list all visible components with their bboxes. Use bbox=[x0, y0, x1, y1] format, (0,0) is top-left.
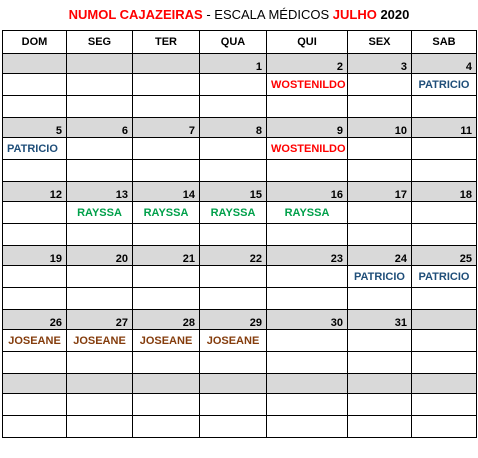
empty-cell bbox=[3, 96, 67, 118]
doctor-cell bbox=[3, 202, 67, 224]
day-number-cell bbox=[67, 54, 133, 74]
empty-cell bbox=[67, 352, 133, 374]
empty-cell bbox=[133, 288, 200, 310]
empty-cell bbox=[67, 416, 133, 438]
empty-cell bbox=[133, 352, 200, 374]
day-number-row bbox=[3, 54, 477, 74]
empty-cell bbox=[200, 224, 267, 246]
weekday-header: QUA bbox=[200, 31, 267, 54]
doctor-cell: JOSEANE bbox=[133, 330, 200, 352]
day-number-cell bbox=[133, 54, 200, 74]
empty-cell bbox=[348, 96, 412, 118]
day-number-cell bbox=[348, 374, 412, 394]
doctor-cell bbox=[267, 330, 348, 352]
title-month: JULHO bbox=[332, 7, 377, 22]
doctor-cell: RAYSSA bbox=[133, 202, 200, 224]
weekday-header: SAB bbox=[412, 31, 477, 54]
doctor-cell: PATRICIO bbox=[348, 266, 412, 288]
doctor-row bbox=[3, 266, 477, 288]
doctor-cell bbox=[200, 74, 267, 96]
empty-cell bbox=[348, 416, 412, 438]
day-number-cell: 30 bbox=[267, 310, 348, 330]
blank-row bbox=[3, 96, 477, 118]
doctor-row bbox=[3, 74, 477, 96]
empty-cell bbox=[200, 96, 267, 118]
day-number-cell: 12 bbox=[3, 182, 67, 202]
empty-cell bbox=[67, 224, 133, 246]
blank-row bbox=[3, 160, 477, 182]
empty-cell bbox=[348, 224, 412, 246]
day-number-cell: 16 bbox=[267, 182, 348, 202]
day-number-cell bbox=[267, 374, 348, 394]
doctor-cell: RAYSSA bbox=[267, 202, 348, 224]
doctor-cell bbox=[3, 394, 67, 416]
day-number-cell: 19 bbox=[3, 246, 67, 266]
title-desc: - ESCALA MÉDICOS bbox=[202, 7, 333, 22]
doctor-cell bbox=[67, 266, 133, 288]
doctor-cell: WOSTENILDO bbox=[267, 138, 348, 160]
empty-cell bbox=[412, 352, 477, 374]
doctor-cell bbox=[267, 394, 348, 416]
day-number-cell: 15 bbox=[200, 182, 267, 202]
empty-cell bbox=[200, 416, 267, 438]
doctor-cell: JOSEANE bbox=[67, 330, 133, 352]
empty-cell bbox=[267, 288, 348, 310]
blank-row bbox=[3, 352, 477, 374]
doctor-cell bbox=[412, 394, 477, 416]
doctor-cell bbox=[348, 74, 412, 96]
empty-cell bbox=[133, 160, 200, 182]
day-number-cell: 28 bbox=[133, 310, 200, 330]
empty-cell bbox=[267, 352, 348, 374]
day-number-cell bbox=[133, 374, 200, 394]
empty-cell bbox=[412, 96, 477, 118]
day-number-cell: 10 bbox=[348, 118, 412, 138]
doctor-cell bbox=[348, 138, 412, 160]
day-number-cell: 22 bbox=[200, 246, 267, 266]
day-number-row bbox=[3, 310, 477, 330]
empty-cell bbox=[267, 416, 348, 438]
day-number-cell: 2 bbox=[267, 54, 348, 74]
doctor-cell bbox=[133, 266, 200, 288]
empty-cell bbox=[200, 288, 267, 310]
empty-cell bbox=[3, 288, 67, 310]
empty-cell bbox=[412, 160, 477, 182]
day-number-cell: 17 bbox=[348, 182, 412, 202]
day-number-cell: 25 bbox=[412, 246, 477, 266]
day-number-cell bbox=[3, 54, 67, 74]
doctor-cell: JOSEANE bbox=[200, 330, 267, 352]
doctor-cell bbox=[67, 394, 133, 416]
empty-cell bbox=[3, 160, 67, 182]
doctor-cell bbox=[412, 202, 477, 224]
doctor-cell bbox=[412, 330, 477, 352]
empty-cell bbox=[3, 224, 67, 246]
doctor-cell: RAYSSA bbox=[200, 202, 267, 224]
day-number-cell: 8 bbox=[200, 118, 267, 138]
day-number-row bbox=[3, 374, 477, 394]
day-number-cell bbox=[412, 310, 477, 330]
blank-row bbox=[3, 416, 477, 438]
empty-cell bbox=[348, 288, 412, 310]
doctor-row bbox=[3, 394, 477, 416]
doctor-row bbox=[3, 202, 477, 224]
doctor-row bbox=[3, 138, 477, 160]
empty-cell bbox=[3, 352, 67, 374]
day-number-cell: 9 bbox=[267, 118, 348, 138]
day-number-cell: 4 bbox=[412, 54, 477, 74]
empty-cell bbox=[133, 224, 200, 246]
day-number-cell: 5 bbox=[3, 118, 67, 138]
day-number-cell: 3 bbox=[348, 54, 412, 74]
weekday-header-row bbox=[3, 31, 477, 54]
empty-cell bbox=[3, 416, 67, 438]
empty-cell bbox=[267, 96, 348, 118]
day-number-cell: 21 bbox=[133, 246, 200, 266]
doctor-cell bbox=[3, 74, 67, 96]
doctor-cell bbox=[133, 74, 200, 96]
day-number-cell: 7 bbox=[133, 118, 200, 138]
doctor-row bbox=[3, 330, 477, 352]
weekday-header: TER bbox=[133, 31, 200, 54]
day-number-cell: 14 bbox=[133, 182, 200, 202]
day-number-cell: 26 bbox=[3, 310, 67, 330]
empty-cell bbox=[200, 160, 267, 182]
day-number-cell: 13 bbox=[67, 182, 133, 202]
day-number-cell: 23 bbox=[267, 246, 348, 266]
day-number-cell: 6 bbox=[67, 118, 133, 138]
day-number-cell: 11 bbox=[412, 118, 477, 138]
day-number-cell: 27 bbox=[67, 310, 133, 330]
doctor-cell bbox=[67, 74, 133, 96]
page-title bbox=[0, 0, 478, 30]
weekday-header: SEG bbox=[67, 31, 133, 54]
title-year: 2020 bbox=[376, 7, 410, 22]
day-number-row bbox=[3, 246, 477, 266]
empty-cell bbox=[412, 416, 477, 438]
doctor-cell: PATRICIO bbox=[3, 138, 67, 160]
empty-cell bbox=[412, 224, 477, 246]
day-number-row bbox=[3, 118, 477, 138]
day-number-cell: 1 bbox=[200, 54, 267, 74]
empty-cell bbox=[348, 352, 412, 374]
doctor-cell bbox=[67, 138, 133, 160]
doctor-cell: PATRICIO bbox=[412, 74, 477, 96]
empty-cell bbox=[200, 352, 267, 374]
empty-cell bbox=[67, 96, 133, 118]
doctor-cell bbox=[348, 394, 412, 416]
day-number-cell: 24 bbox=[348, 246, 412, 266]
doctor-cell bbox=[200, 266, 267, 288]
doctor-cell bbox=[3, 266, 67, 288]
blank-row bbox=[3, 288, 477, 310]
empty-cell bbox=[133, 96, 200, 118]
doctor-cell: WOSTENILDO bbox=[267, 74, 348, 96]
blank-row bbox=[3, 224, 477, 246]
doctor-cell: PATRICIO bbox=[412, 266, 477, 288]
weekday-header: DOM bbox=[3, 31, 67, 54]
day-number-cell: 31 bbox=[348, 310, 412, 330]
day-number-cell: 20 bbox=[67, 246, 133, 266]
day-number-row bbox=[3, 182, 477, 202]
empty-cell bbox=[348, 160, 412, 182]
day-number-cell bbox=[3, 374, 67, 394]
empty-cell bbox=[67, 160, 133, 182]
doctor-cell: JOSEANE bbox=[3, 330, 67, 352]
day-number-cell: 18 bbox=[412, 182, 477, 202]
empty-cell bbox=[267, 160, 348, 182]
empty-cell bbox=[267, 224, 348, 246]
day-number-cell: 29 bbox=[200, 310, 267, 330]
weekday-header: SEX bbox=[348, 31, 412, 54]
weekday-header: QUI bbox=[267, 31, 348, 54]
doctor-cell bbox=[412, 138, 477, 160]
doctor-cell bbox=[200, 138, 267, 160]
title-unit: NUMOL CAJAZEIRAS bbox=[68, 7, 203, 22]
doctor-cell bbox=[133, 138, 200, 160]
doctor-cell bbox=[133, 394, 200, 416]
doctor-cell bbox=[267, 266, 348, 288]
doctor-cell bbox=[200, 394, 267, 416]
empty-cell bbox=[133, 416, 200, 438]
empty-cell bbox=[67, 288, 133, 310]
day-number-cell bbox=[412, 374, 477, 394]
day-number-cell bbox=[67, 374, 133, 394]
calendar-table bbox=[2, 30, 477, 438]
doctor-cell bbox=[348, 330, 412, 352]
doctor-cell bbox=[348, 202, 412, 224]
day-number-cell bbox=[200, 374, 267, 394]
empty-cell bbox=[412, 288, 477, 310]
doctor-cell: RAYSSA bbox=[67, 202, 133, 224]
